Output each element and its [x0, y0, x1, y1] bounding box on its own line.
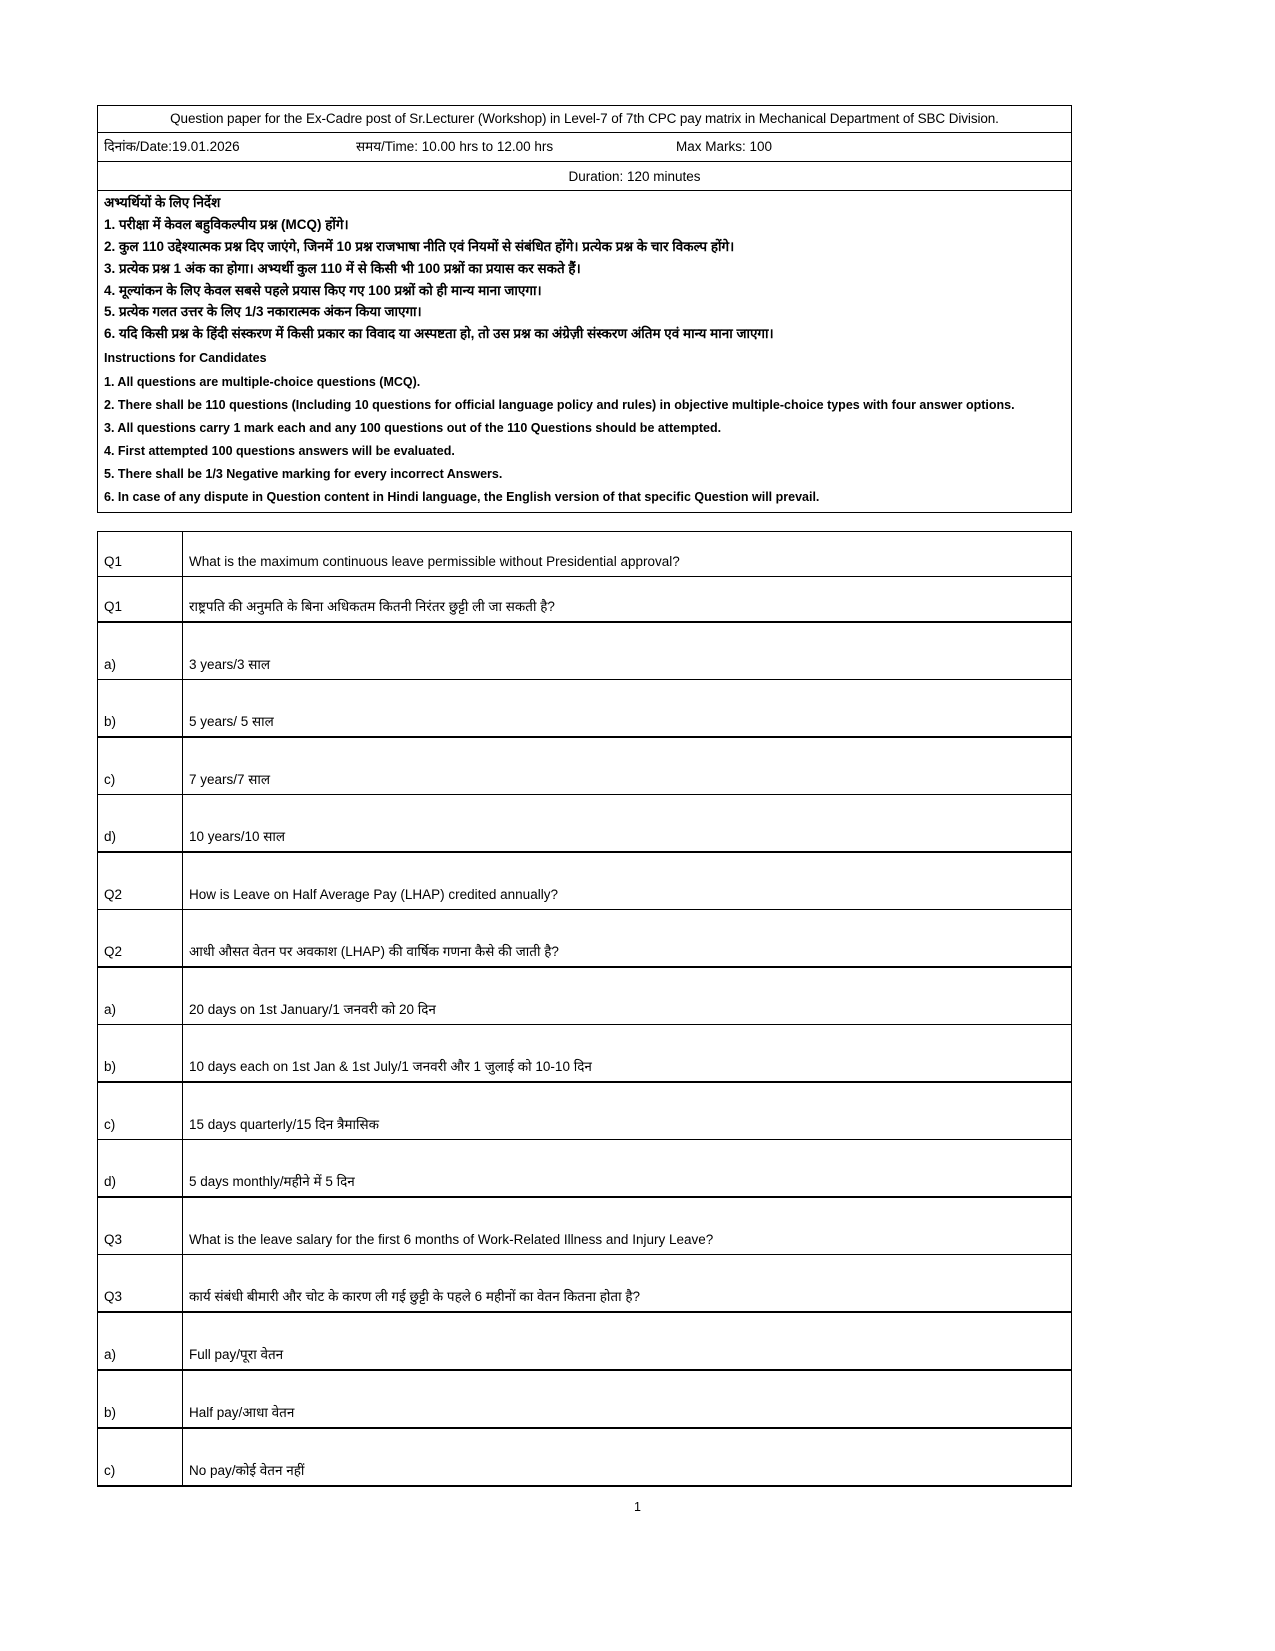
instruction-hindi-item: 1. परीक्षा में केवल बहुविकल्पीय प्रश्न (MCQ) होंगे।	[104, 216, 349, 232]
table-row	[98, 1254, 1072, 1312]
row-text: No pay/कोई वेतन नहीं	[183, 1428, 1072, 1486]
max-marks: Max Marks: 100	[676, 139, 773, 155]
table-row	[98, 576, 1072, 622]
instruction-hindi-item: 5. प्रत्येक गलत उत्तर के लिए 1/3 नकारात्मक अंकन किया जाएगा।	[104, 304, 422, 320]
row-text: Full pay/पूरा वेतन	[183, 1312, 1072, 1370]
instruction-english-item: 3. All questions carry 1 mark each and any 100 questions out of the 110 Questions should be attempted.	[104, 421, 722, 436]
row-label: d)	[98, 794, 183, 852]
instructions-english-heading: Instructions for Candidates	[104, 351, 267, 366]
table-row	[98, 531, 1072, 576]
row-label: Q2	[98, 852, 183, 910]
instructions-row	[98, 191, 1072, 513]
row-text: 5 days monthly/महीने में 5 दिन	[183, 1139, 1072, 1197]
table-row	[98, 1139, 1072, 1197]
instruction-english-item: 5. There shall be 1/3 Negative marking for every incorrect Answers.	[104, 467, 503, 482]
row-text: आधी औसत वेतन पर अवकाश (LHAP) की वार्षिक गणना कैसे की जाती है?	[183, 909, 1072, 967]
row-label: b)	[98, 679, 183, 737]
page-number: 1	[634, 1500, 641, 1514]
table-row	[98, 967, 1072, 1025]
table-row	[98, 1428, 1072, 1486]
row-label: a)	[98, 622, 183, 680]
row-text: How is Leave on Half Average Pay (LHAP) credited annually?	[183, 852, 1072, 910]
row-label: c)	[98, 737, 183, 795]
table-row	[98, 679, 1072, 737]
row-label: a)	[98, 967, 183, 1025]
questions-table	[97, 531, 1072, 1487]
instruction-hindi-item: 6. यदि किसी प्रश्न के हिंदी संस्करण में किसी प्रकार का विवाद या अस्पष्टता हो, तो उस प्रश्न का अंग्रेज़ी संस्करण अंतिम एवं मान्य माना जाएगा।	[104, 326, 774, 342]
meta-cell-1	[98, 133, 1072, 162]
row-text: What is the leave salary for the first 6 months of Work-Related Illness and Injury Leave?	[183, 1197, 1072, 1255]
meta-cell-2	[98, 162, 1072, 191]
instruction-english-item: 4. First attempted 100 questions answers will be evaluated.	[104, 444, 455, 459]
meta-row-2	[98, 162, 1072, 191]
row-text: 10 days each on 1st Jan & 1st July/1 जनवरी और 1 जुलाई को 10-10 दिन	[183, 1024, 1072, 1082]
table-row	[98, 852, 1072, 910]
row-label: Q3	[98, 1254, 183, 1312]
row-text: Half pay/आधा वेतन	[183, 1370, 1072, 1428]
row-text: 5 years/ 5 साल	[183, 679, 1072, 737]
instructions-cell	[98, 191, 1072, 513]
paper-title: Question paper for the Ex-Cadre post of Sr.Lecturer (Workshop) in Level-7 of 7th CPC pay matrix in Mechanical Department of SBC Division.	[98, 106, 1072, 133]
row-label: b)	[98, 1370, 183, 1428]
section-spacer	[97, 513, 1072, 531]
table-row	[98, 1024, 1072, 1082]
meta-row-1	[98, 133, 1072, 162]
table-row	[98, 737, 1072, 795]
row-label: Q1	[98, 531, 183, 576]
instruction-english-item: 1. All questions are multiple-choice questions (MCQ).	[104, 374, 421, 389]
row-text: What is the maximum continuous leave permissible without Presidential approval?	[183, 531, 1072, 576]
row-label: Q1	[98, 576, 183, 622]
row-label: c)	[98, 1428, 183, 1486]
instruction-hindi-item: 2. कुल 110 उद्देश्यात्मक प्रश्न दिए जाएंगे, जिनमें 10 प्रश्न राजभाषा नीति एवं नियमों से संबंधित होंगे। प्रत्येक प्रश्न के चार विकल्प होंगे।	[104, 238, 735, 254]
exam-date: दिनांक/Date:19.01.2026	[104, 139, 240, 155]
row-label: a)	[98, 1312, 183, 1370]
row-label: Q3	[98, 1197, 183, 1255]
instruction-hindi-item: 3. प्रत्येक प्रश्न 1 अंक का होगा। अभ्यर्थी कुल 110 में से किसी भी 100 प्रश्नों का प्रयास कर सकते हैं।	[104, 260, 581, 276]
instruction-english-item: 6. In case of any dispute in Question content in Hindi language, the English version of that specific Question will prevail.	[104, 490, 820, 505]
table-row	[98, 794, 1072, 852]
row-label: d)	[98, 1139, 183, 1197]
row-text: कार्य संबंधी बीमारी और चोट के कारण ली गई छुट्टी के पहले 6 महीनों का वेतन कितना होता है?	[183, 1254, 1072, 1312]
row-label: Q2	[98, 909, 183, 967]
exam-duration: Duration: 120 minutes	[568, 168, 701, 184]
table-row	[98, 1312, 1072, 1370]
table-row	[98, 622, 1072, 680]
row-text: 3 years/3 साल	[183, 622, 1072, 680]
table-row	[98, 1370, 1072, 1428]
exam-paper-sheet	[97, 105, 1072, 1487]
row-label: b)	[98, 1024, 183, 1082]
row-text: 10 years/10 साल	[183, 794, 1072, 852]
row-text: 20 days on 1st January/1 जनवरी को 20 दिन	[183, 967, 1072, 1025]
exam-time: समय/Time: 10.00 hrs to 12.00 hrs	[356, 139, 554, 155]
row-text: राष्ट्रपति की अनुमति के बिना अधिकतम कितनी निरंतर छुट्टी ली जा सकती है?	[183, 576, 1072, 622]
instruction-english-item: 2. There shall be 110 questions (Including 10 questions for official language policy and rules) in objective multiple-choice types with four answer options.	[104, 397, 1015, 412]
table-row	[98, 1082, 1072, 1140]
header-table	[97, 105, 1072, 513]
table-row	[98, 909, 1072, 967]
row-text: 15 days quarterly/15 दिन त्रैमासिक	[183, 1082, 1072, 1140]
table-row	[98, 1197, 1072, 1255]
instructions-hindi-heading: अभ्यर्थियों के लिए निर्देश	[104, 195, 221, 210]
title-row	[98, 106, 1072, 133]
row-label: c)	[98, 1082, 183, 1140]
instruction-hindi-item: 4. मूल्यांकन के लिए केवल सबसे पहले प्रयास किए गए 100 प्रश्नों को ही मान्य माना जाएगा।	[104, 282, 542, 298]
row-text: 7 years/7 साल	[183, 737, 1072, 795]
